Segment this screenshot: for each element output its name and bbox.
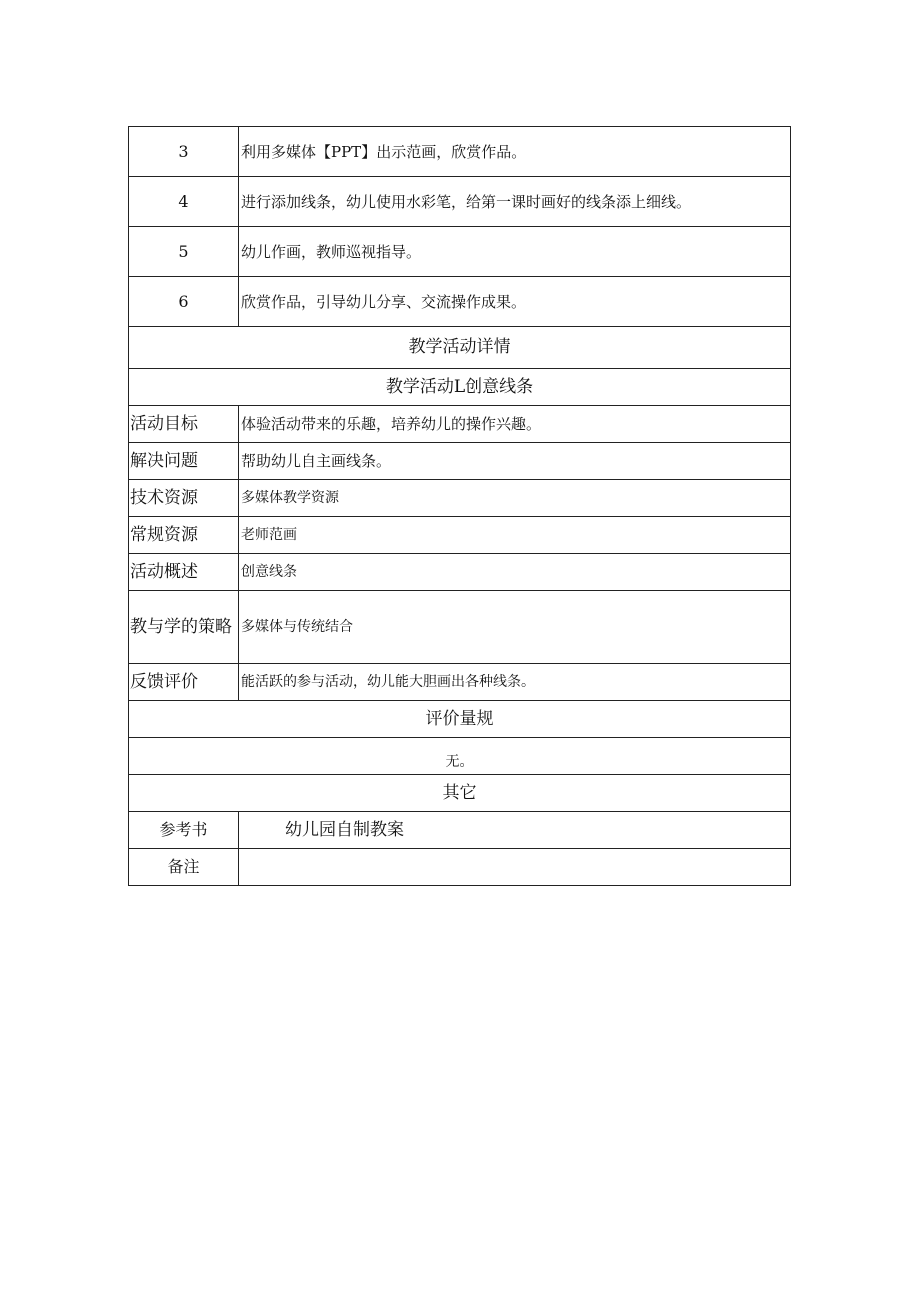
step-number: 5	[129, 227, 239, 277]
detail-row	[129, 591, 791, 664]
detail-row	[129, 664, 791, 701]
detail-value: 能活跃的参与活动，幼儿能大胆画出各种线条。	[239, 664, 791, 701]
detail-row	[129, 554, 791, 591]
step-text: 利用多媒体【PPT】出示范画，欣赏作品。	[239, 127, 791, 177]
detail-row	[129, 517, 791, 554]
step-text: 幼儿作画，教师巡视指导。	[239, 227, 791, 277]
step-row	[129, 277, 791, 327]
other-label: 参考书	[129, 812, 239, 849]
detail-value: 老师范画	[239, 517, 791, 554]
step-text: 欣赏作品，引导幼儿分享、交流操作成果。	[239, 277, 791, 327]
other-row	[129, 849, 791, 886]
step-number: 6	[129, 277, 239, 327]
step-number: 4	[129, 177, 239, 227]
step-number: 3	[129, 127, 239, 177]
detail-row	[129, 480, 791, 517]
step-row	[129, 177, 791, 227]
detail-label: 常规资源	[129, 517, 239, 554]
detail-value: 帮助幼儿自主画线条。	[239, 443, 791, 480]
section-title-rubric: 评价量规	[129, 701, 791, 738]
other-label: 备注	[129, 849, 239, 886]
step-row	[129, 127, 791, 177]
detail-value: 创意线条	[239, 554, 791, 591]
detail-value: 多媒体与传统结合	[239, 591, 791, 664]
detail-label: 教与学的策略	[129, 591, 239, 664]
detail-value: 多媒体教学资源	[239, 480, 791, 517]
detail-label: 反馈评价	[129, 664, 239, 701]
section-title-other: 其它	[129, 775, 791, 812]
section-title-details: 教学活动详情	[129, 327, 791, 369]
activity-title: 教学活动L创意线条	[129, 369, 791, 406]
rubric-value: 无。	[129, 738, 791, 775]
detail-row	[129, 443, 791, 480]
other-value: 幼儿园自制教案	[239, 812, 791, 849]
detail-label: 解决问题	[129, 443, 239, 480]
detail-value: 体验活动带来的乐趣，培养幼儿的操作兴趣。	[239, 406, 791, 443]
detail-label: 活动概述	[129, 554, 239, 591]
step-row	[129, 227, 791, 277]
detail-label: 技术资源	[129, 480, 239, 517]
other-row	[129, 812, 791, 849]
lesson-plan-table	[128, 126, 791, 886]
other-value	[239, 849, 791, 886]
step-text: 进行添加线条，幼儿使用水彩笔，给第一课时画好的线条添上细线。	[239, 177, 791, 227]
detail-row	[129, 406, 791, 443]
detail-label: 活动目标	[129, 406, 239, 443]
